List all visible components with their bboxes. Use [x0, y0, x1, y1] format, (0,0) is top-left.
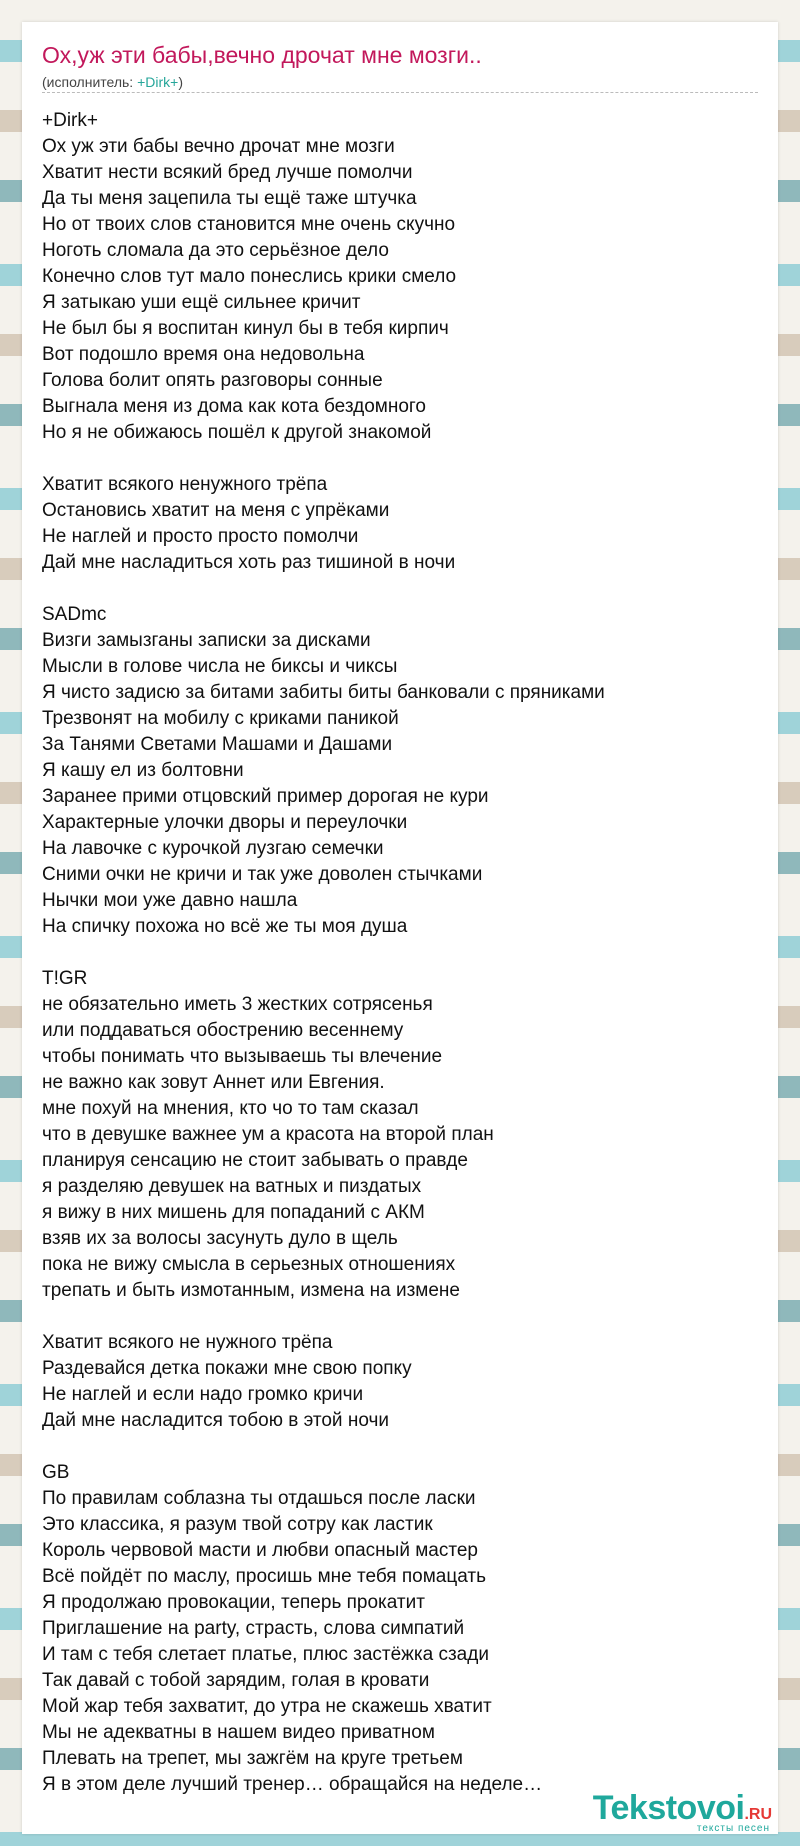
- site-logo[interactable]: [593, 1791, 772, 1834]
- lyrics-line: Это классика, я разум твой сотру как ластик: [42, 1514, 433, 1535]
- lyrics-line: Король червовой масти и любви опасный мастер: [42, 1540, 478, 1561]
- lyrics-blank-line: [42, 446, 762, 472]
- lyrics-line: Я продолжаю провокации, теперь прокатит: [42, 1592, 425, 1613]
- lyrics-line: что в девушке важнее ум а красота на второй план: [42, 1124, 494, 1145]
- lyrics-line: трепать и быть измотанным, измена на измене: [42, 1280, 460, 1301]
- lyrics-line: По правилам соблазна ты отдашься после ласки: [42, 1488, 476, 1509]
- lyrics-line: не обязательно иметь 3 жестких сотрясенья: [42, 994, 433, 1015]
- artist-prefix: (исполнитель:: [42, 74, 138, 90]
- lyrics-line: Нычки мои уже давно нашла: [42, 890, 298, 911]
- lyrics-line: SADmc: [42, 604, 107, 625]
- lyrics-blank-line: [42, 1434, 762, 1460]
- lyrics-line: Но я не обижаюсь пошёл к другой знакомой: [42, 422, 432, 443]
- lyrics-line: не важно как зовут Аннет или Евгения.: [42, 1072, 385, 1093]
- lyrics-line: +Dirk+: [42, 110, 98, 131]
- lyrics-line: Я чисто задисю за битами забиты биты банковали с пряниками: [42, 682, 605, 703]
- lyrics-line: мне похуй на мнения, кто чо то там сказал: [42, 1098, 419, 1119]
- lyrics-line: я вижу в них мишень для попаданий с АКМ: [42, 1202, 425, 1223]
- logo-tagline: тексты песен: [696, 1823, 770, 1834]
- lyrics-line: Всё пойдёт по маслу, просишь мне тебя помацать: [42, 1566, 486, 1587]
- lyrics-line: Голова болит опять разговоры сонные: [42, 370, 383, 391]
- lyrics-line: Не наглей и просто просто помолчи: [42, 526, 359, 547]
- lyrics-line: GB: [42, 1462, 70, 1483]
- lyrics-card: [22, 22, 778, 1834]
- lyrics-line: или поддаваться обострению весеннему: [42, 1020, 404, 1041]
- lyrics-line: Я затыкаю уши ещё сильнее кричит: [42, 292, 361, 313]
- lyrics-line: Мысли в голове числа не биксы и чиксы: [42, 656, 398, 677]
- lyrics-line: Трезвонят на мобилу с криками паникой: [42, 708, 399, 729]
- lyrics-line: Остановись хватит на меня с упрёками: [42, 500, 390, 521]
- lyrics-line: На спичку похожа но всё же ты моя душа: [42, 916, 408, 937]
- lyrics-line: Хватит всякого ненужного трёпа: [42, 474, 328, 495]
- lyrics-line: Не наглей и если надо громко кричи: [42, 1384, 364, 1405]
- lyrics-line: Ноготь сломала да это серьёзное дело: [42, 240, 389, 261]
- lyrics-line: пока не вижу смысла в серьезных отношениях: [42, 1254, 456, 1275]
- lyrics-line: Выгнала меня из дома как кота бездомного: [42, 396, 426, 417]
- lyrics-line: Дай мне насладиться хоть раз тишиной в ночи: [42, 552, 456, 573]
- lyrics-line: На лавочке с курочкой лузгаю семечки: [42, 838, 384, 859]
- lyrics-text: [42, 108, 762, 1798]
- lyrics-line: Хватит нести всякий бред лучше помолчи: [42, 162, 413, 183]
- lyrics-line: T!GR: [42, 968, 88, 989]
- lyrics-line: Мой жар тебя захватит, до утра не скажешь хватит: [42, 1696, 492, 1717]
- lyrics-line: Плевать на трепет, мы зажгём на круге третьем: [42, 1748, 463, 1769]
- lyrics-line: Конечно слов тут мало понеслись крики смело: [42, 266, 457, 287]
- lyrics-line: Так давай с тобой зарядим, голая в кровати: [42, 1670, 430, 1691]
- lyrics-line: я разделяю девушек на ватных и пиздатых: [42, 1176, 422, 1197]
- lyrics-line: Приглашение на party, страсть, слова симпатий: [42, 1618, 465, 1639]
- lyrics-blank-line: [42, 576, 762, 602]
- song-title: Ох,уж эти бабы,вечно дрочат мне мозги..: [42, 42, 482, 68]
- lyrics-line: чтобы понимать что вызываешь ты влечение: [42, 1046, 443, 1067]
- lyrics-line: Раздевайся детка покажи мне свою попку: [42, 1358, 412, 1379]
- lyrics-line: Характерные улочки дворы и переулочки: [42, 812, 408, 833]
- lyrics-line: Вот подошло время она недовольна: [42, 344, 365, 365]
- lyrics-line: Да ты меня зацепила ты ещё таже штучка: [42, 188, 417, 209]
- lyrics-line: Ох уж эти бабы вечно дрочат мне мозги: [42, 136, 395, 157]
- artist-line: [42, 74, 183, 90]
- lyrics-line: планируя сенсацию не стоит забывать о правде: [42, 1150, 468, 1171]
- lyrics-blank-line: [42, 1304, 762, 1330]
- lyrics-line: Но от твоих слов становится мне очень скучно: [42, 214, 456, 235]
- lyrics-line: Заранее прими отцовский пример дорогая не кури: [42, 786, 489, 807]
- lyrics-line: Дай мне насладится тобою в этой ночи: [42, 1410, 389, 1431]
- lyrics-blank-line: [42, 940, 762, 966]
- lyrics-line: И там с тебя слетает платье, плюс застёжка сзади: [42, 1644, 489, 1665]
- lyrics-line: За Танями Светами Машами и Дашами: [42, 734, 393, 755]
- lyrics-line: Я кашу ел из болтовни: [42, 760, 244, 781]
- lyrics-line: Хватит всякого не нужного трёпа: [42, 1332, 333, 1353]
- lyrics-line: Сними очки не кричи и так уже доволен стычками: [42, 864, 483, 885]
- lyrics-line: Не был бы я воспитан кинул бы в тебя кирпич: [42, 318, 449, 339]
- logo-name: Tekstovoi: [592, 1789, 745, 1827]
- title-divider: [42, 92, 758, 93]
- lyrics-line: взяв их за волосы засунуть дуло в щель: [42, 1228, 398, 1249]
- lyrics-line: Мы не адекватны в нашем видео приватном: [42, 1722, 435, 1743]
- lyrics-line: Я в этом деле лучший тренер… обращайся на неделе…: [42, 1774, 543, 1795]
- lyrics-line: Визги замызганы записки за дисками: [42, 630, 371, 651]
- artist-suffix: ): [178, 74, 183, 90]
- artist-link[interactable]: +Dirk+: [137, 74, 179, 90]
- logo-tld: .RU: [744, 1806, 772, 1823]
